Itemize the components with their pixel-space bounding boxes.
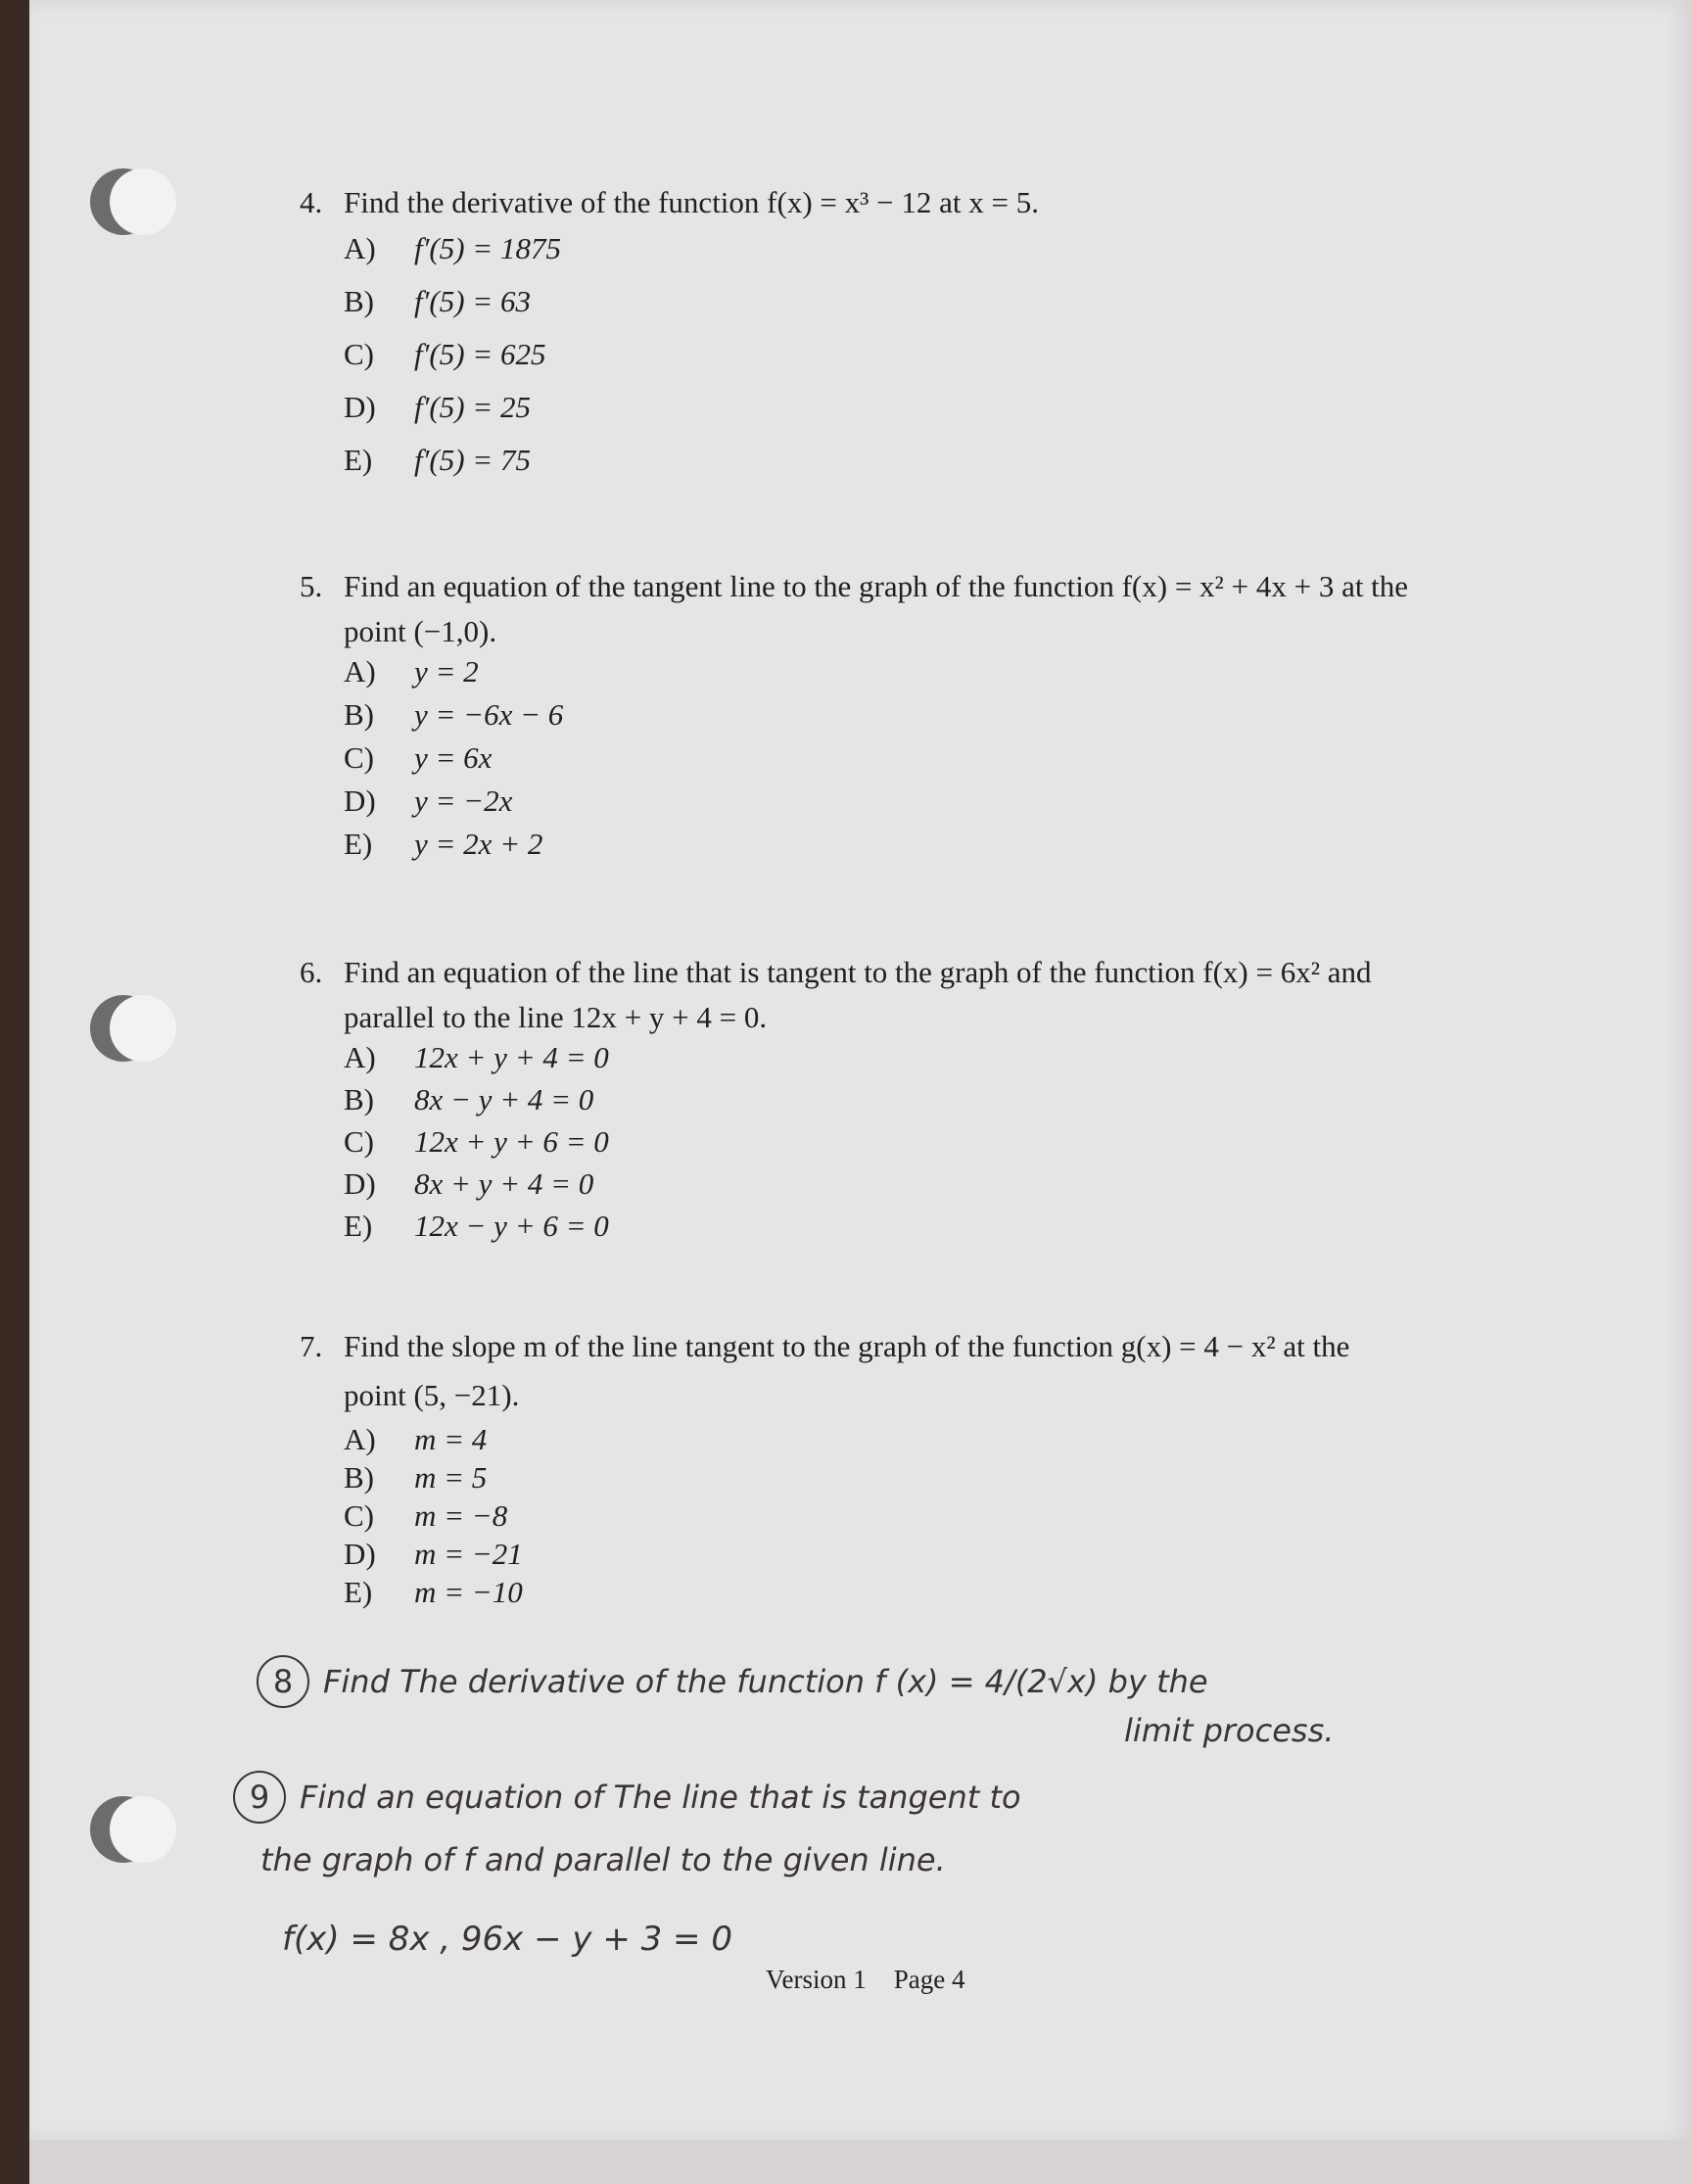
- handwritten-circled-number: 8: [257, 1655, 309, 1708]
- answer-options: [300, 231, 1533, 496]
- binder-hole-middle: [110, 995, 176, 1062]
- handwritten-line: Find an equation of The line that is tangent to: [300, 1779, 1021, 1816]
- question-text-continued: point (−1,0).: [344, 614, 497, 648]
- option-d[interactable]: D) 8x + y + 4 = 0: [344, 1166, 594, 1201]
- question-stem: [300, 950, 1533, 995]
- question-text: Find the derivative of the function f(x) = x³ − 12 at x = 5.: [344, 185, 1040, 219]
- page-number: Page 4: [893, 1965, 965, 1994]
- option-a[interactable]: A) y = 2: [344, 654, 479, 688]
- option-e[interactable]: E) f′(5) = 75: [344, 443, 531, 477]
- question-text: Find an equation of the tangent line to the graph of the function f(x) = x² + 4x + 3 at the: [344, 569, 1409, 603]
- answer-options: [300, 1422, 1533, 1613]
- binder-hole-bottom: [110, 1796, 176, 1863]
- answer-options: [300, 1040, 1533, 1251]
- binder-hole-top: [110, 168, 176, 235]
- version-label: Version 1: [766, 1965, 867, 1994]
- question-text: Find an equation of the line that is tangent to the graph of the function f(x) = 6x² and: [344, 955, 1372, 989]
- question-number: 5.: [300, 569, 323, 603]
- question-stem: [300, 180, 1533, 225]
- handwritten-circled-number: 9: [233, 1771, 286, 1824]
- page-bottom-edge: [29, 2140, 1692, 2184]
- question-stem: [300, 564, 1533, 609]
- handwritten-line: f(x) = 8x , 96x − y + 3 = 0: [282, 1920, 732, 1959]
- handwritten-line: the graph of f and parallel to the given line.: [260, 1841, 946, 1878]
- option-e[interactable]: E) 12x − y + 6 = 0: [344, 1209, 609, 1243]
- option-d[interactable]: D) m = −21: [344, 1537, 523, 1571]
- question-text-continued: parallel to the line 12x + y + 4 = 0.: [344, 1000, 768, 1034]
- handwritten-line: Find The derivative of the function f (x) = 4/(2√x) by the: [323, 1663, 1208, 1700]
- answer-options: [300, 654, 1533, 870]
- question-number: 4.: [300, 185, 323, 219]
- question-text: Find the slope m of the line tangent to the graph of the function g(x) = 4 − x² at the: [344, 1329, 1350, 1363]
- page-footer: [766, 1965, 964, 1995]
- handwritten-line: limit process.: [1124, 1712, 1335, 1749]
- option-c[interactable]: C) 12x + y + 6 = 0: [344, 1124, 609, 1159]
- option-b[interactable]: B) y = −6x − 6: [344, 697, 564, 732]
- option-c[interactable]: C) f′(5) = 625: [344, 337, 546, 371]
- option-c[interactable]: C) y = 6x: [344, 740, 493, 775]
- option-e[interactable]: E) y = 2x + 2: [344, 827, 543, 861]
- question-6: [300, 950, 1533, 1251]
- option-d[interactable]: D) y = −2x: [344, 783, 513, 818]
- question-number: 7.: [300, 1329, 323, 1363]
- handwritten-question-8: [257, 1655, 1208, 1708]
- question-stem: [300, 1324, 1533, 1369]
- question-5: [300, 564, 1533, 870]
- question-number: 6.: [300, 955, 323, 989]
- option-b[interactable]: B) f′(5) = 63: [344, 284, 531, 318]
- option-b[interactable]: B) 8x − y + 4 = 0: [344, 1082, 594, 1116]
- option-b[interactable]: B) m = 5: [344, 1460, 488, 1495]
- option-c[interactable]: C) m = −8: [344, 1498, 508, 1533]
- question-4: [300, 180, 1533, 496]
- question-text-continued: point (5, −21).: [344, 1378, 520, 1412]
- question-7: [300, 1324, 1533, 1613]
- option-a[interactable]: A) 12x + y + 4 = 0: [344, 1040, 609, 1074]
- option-e[interactable]: E) m = −10: [344, 1575, 523, 1609]
- handwritten-question-9: [233, 1771, 1021, 1824]
- option-a[interactable]: A) f′(5) = 1875: [344, 231, 561, 265]
- option-a[interactable]: A) m = 4: [344, 1422, 488, 1456]
- option-d[interactable]: D) f′(5) = 25: [344, 390, 531, 424]
